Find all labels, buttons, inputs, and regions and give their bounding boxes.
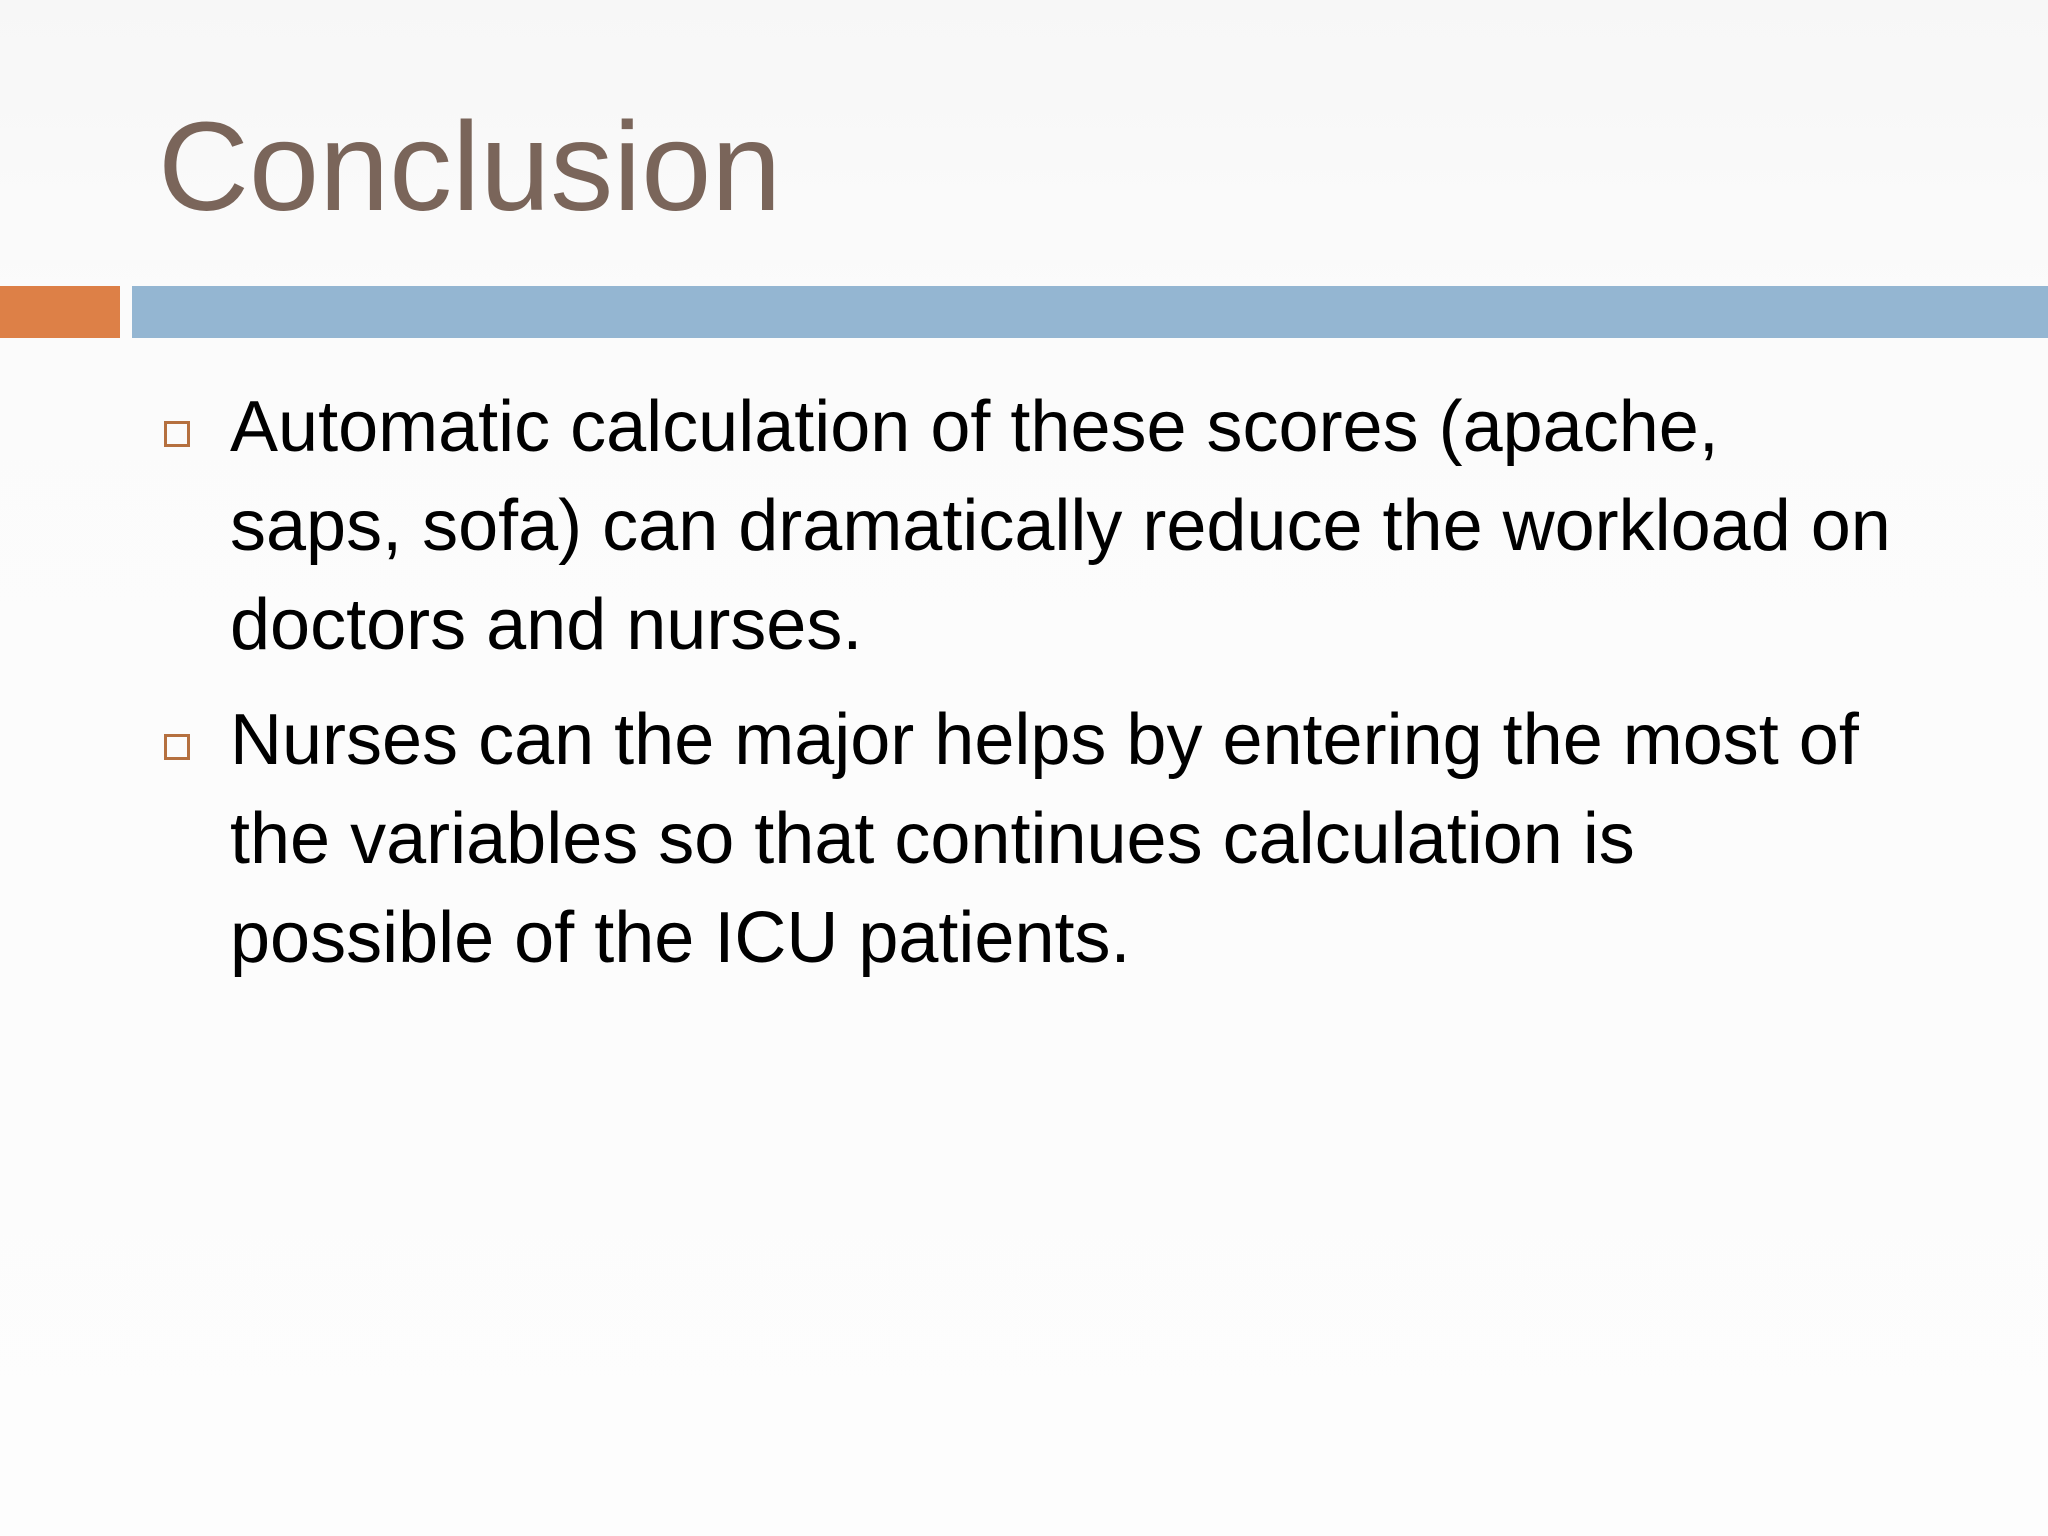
hollow-square-icon bbox=[164, 421, 190, 447]
hollow-square-icon bbox=[164, 734, 190, 760]
bullet-item bbox=[158, 691, 1898, 988]
accent-bar-blue bbox=[132, 286, 2048, 338]
accent-bar-orange bbox=[0, 286, 120, 338]
bullet-text: Automatic calculation of these scores (apache, saps, sofa) can dramatically reduce the workload on doctors and nurses. bbox=[230, 387, 1891, 665]
bullet-item bbox=[158, 378, 1898, 675]
bullet-text: Nurses can the major helps by entering the most of the variables so that continues calculation is possible of the ICU patients. bbox=[230, 700, 1859, 978]
bullet-list bbox=[158, 378, 1898, 1004]
slide-title: Conclusion bbox=[158, 96, 782, 237]
